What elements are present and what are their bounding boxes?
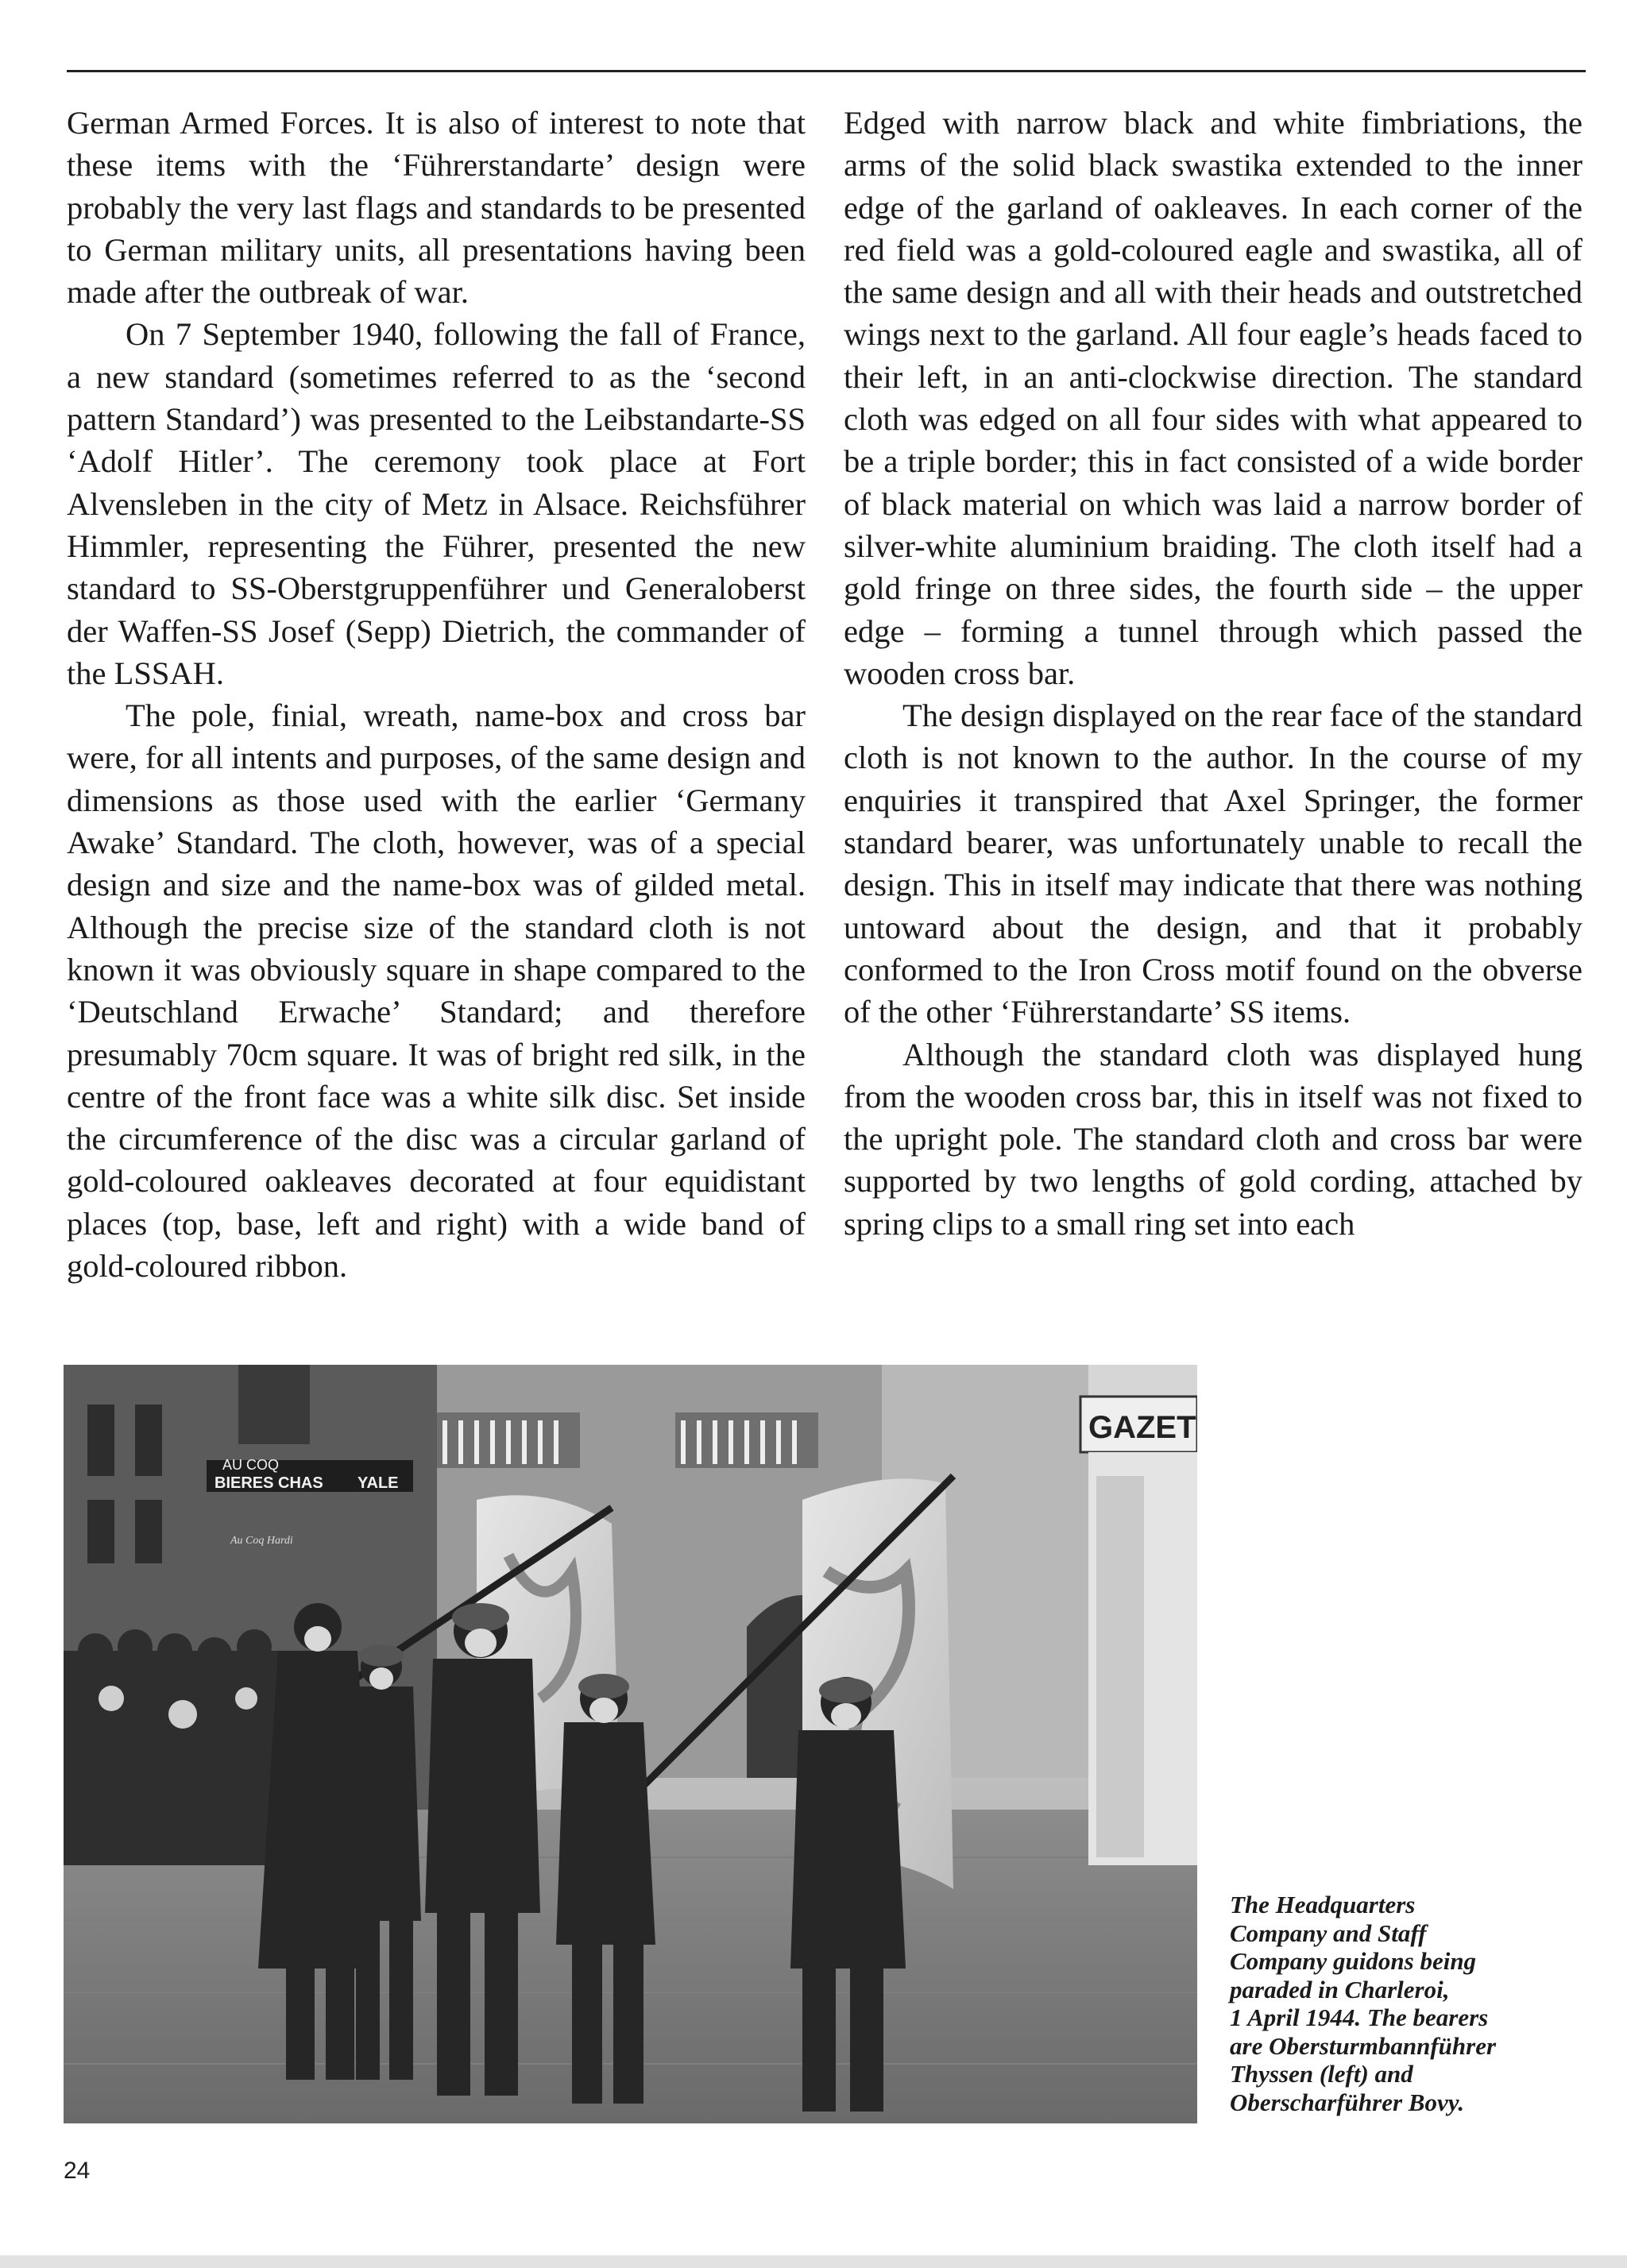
caption-line: The Headquarters — [1230, 1891, 1416, 1918]
caption-line: 1 April 1944. The bearers — [1230, 2003, 1489, 2031]
caption-line: Oberscharführer Bovy. — [1230, 2088, 1465, 2116]
caption-line: are Obersturmbannführer — [1230, 2031, 1497, 2060]
gazette-sign-text: GAZET — [1088, 1410, 1196, 1445]
bottom-scan-band — [0, 2255, 1627, 2268]
caption-line: paraded in Charleroi, — [1230, 1975, 1450, 2003]
right-paragraph-1: Edged with narrow black and white fimbriations, the arms of the solid black swastika extended to the inner edge of the garland of oakleaves. In each corner of the red field was a gold-coloured eagle and swastika, all of the same design and all with their heads and outstretched wings next to the garland. All four eagle’s heads faced to their left, in an anti-clockwise direction. The standard cloth was edged on all four sides with what appeared to be a triple border; this in fact consisted of a wide border of black material on which was laid a narrow border of silver-white aluminium braiding. The cloth itself had a gold fringe on three sides, the fourth side – the upper edge – forming a tunnel through which passed the wooden cross bar. — [844, 105, 1583, 691]
photo-caption — [1230, 1891, 1579, 2116]
shop-sign-text: BIERES CHAS — [214, 1474, 323, 1492]
left-paragraph-1: German Armed Forces. It is also of interest to note that these items with the ‘Führerstandarte’ design were probably the very last flags and standards to be presented to German military units, all presentations having been made after the outbreak of war. — [67, 105, 806, 311]
caption-line: Company guidons being — [1230, 1947, 1477, 1975]
right-text-column — [844, 102, 1583, 1245]
parade-photograph — [64, 1365, 1197, 2123]
page-number: 24 — [64, 2158, 91, 2184]
cafe-sign-text: Au Coq Hardi — [230, 1535, 293, 1547]
shop-sign-brand: YALE — [357, 1474, 399, 1492]
caption-line: Thyssen (left) and — [1230, 2060, 1413, 2088]
left-paragraph-2: On 7 September 1940, following the fall of France, a new standard (sometimes referred to as the ‘second pattern Standard’) was presented to the Leibstandarte-SS ‘Adolf Hitler’. The ceremony took place at Fort Alvensleben in the city of Metz in Alsace. Reichsführer Himmler, representing the Führer, presented the new standard to SS-Oberstgruppenführer und Generaloberst der Waffen-SS Josef (Sepp) Dietrich, the commander of the LSSAH. — [67, 316, 806, 691]
shop-sign-top: AU COQ — [222, 1457, 280, 1473]
caption-line: Company and Staff — [1230, 1918, 1427, 1947]
left-paragraph-3: The pole, finial, wreath, name-box and cross bar were, for all intents and purposes, of the same design and dimensions as those used with the earlier ‘Germany Awake’ Standard. The cloth, however, was of a special design and size and the name-box was of gilded metal. Although the precise size of the standard cloth is not known it was obviously square in shape compared to the ‘Deutschland Erwache’ Standard; and therefore presumably 70cm square. It was of bright red silk, in the centre of the front face was a white silk disc. Set inside the circumference of the disc was a circular garland of gold-coloured oakleaves decorated at four equidistant places (top, base, left and right) with a wide band of gold-coloured ribbon. — [67, 697, 806, 1285]
header-rule — [67, 70, 1586, 72]
right-paragraph-2: The design displayed on the rear face of the standard cloth is not known to the author. In the course of my enquiries it transpired that Axel Springer, the former standard bearer, was unfortunately unable to recall the design. This in itself may indicate that there was nothing untoward about the design, and that it probably conformed to the Iron Cross motif found on the obverse of the other ‘Führerstandarte’ SS items. — [844, 697, 1583, 1030]
photo-illustration — [64, 1365, 1197, 2123]
right-paragraph-3: Although the standard cloth was displayed hung from the wooden cross bar, this in itself was not fixed to the upright pole. The standard cloth and cross bar were supported by two lengths of gold cording, attached by spring clips to a small ring set into each — [844, 1036, 1583, 1242]
left-text-column — [67, 102, 806, 1287]
